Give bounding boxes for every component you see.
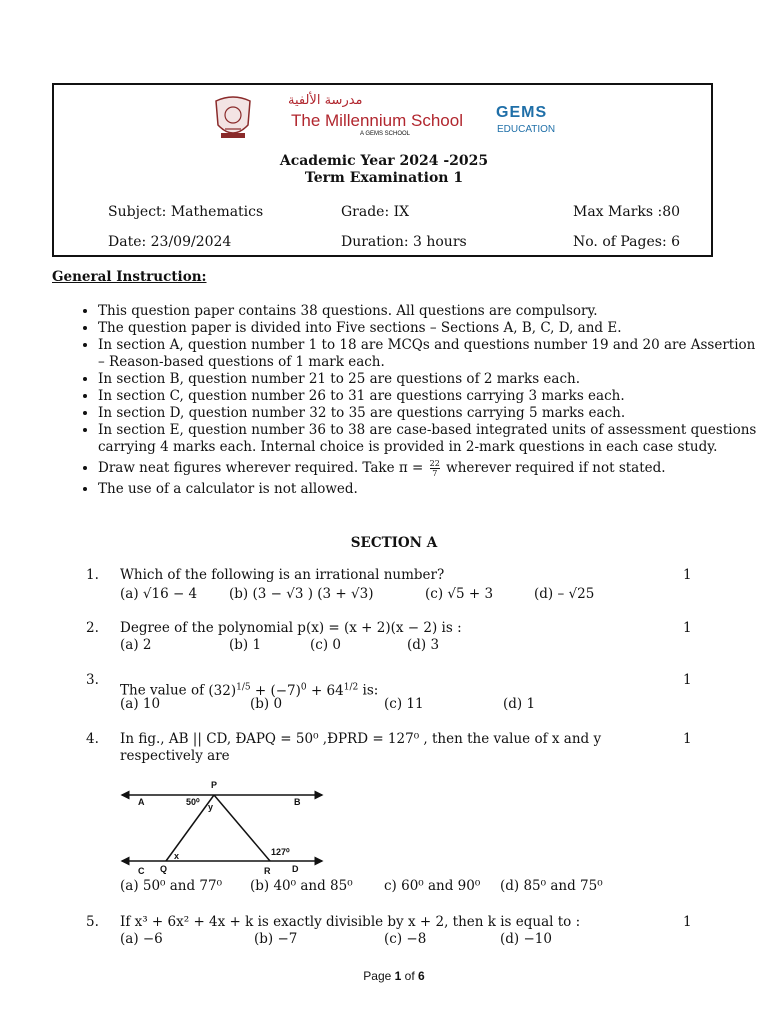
- question-text: In fig., AB || CD, ÐAPQ = 50⁰ ,ÐPRD = 127⁰ , then the value of x and y respectively are: [120, 731, 602, 764]
- option: (d) 3: [407, 637, 440, 653]
- label-c: C: [138, 866, 145, 876]
- option: (b) (3 − √3 ) (3 + √3): [229, 586, 374, 602]
- instruction-item: • In section D, question number 32 to 35 are questions carrying 5 marks each.: [98, 405, 758, 422]
- option: (d) 85⁰ and 75⁰: [500, 878, 603, 894]
- question-text-post: is:: [362, 682, 379, 699]
- question-number: 3.: [86, 672, 99, 688]
- question-marks: 1: [683, 620, 692, 636]
- instruction-item: • In section C, question number 26 to 31 are questions carrying 3 marks each.: [98, 388, 758, 405]
- question-marks: 1: [683, 731, 692, 747]
- instruction-item: • This question paper contains 38 questions. All questions are compulsory.: [98, 303, 758, 320]
- page-footer: [0, 969, 768, 983]
- footer-total: 6: [418, 969, 425, 983]
- instructions-list: [78, 303, 758, 498]
- math-expression: $(32)^{1/5} + (-7)^0 + 64^{1/2}$: [208, 682, 359, 699]
- option: (a) √16 − 4: [120, 586, 198, 602]
- label-r: R: [264, 866, 271, 876]
- page-count: No. of Pages: 6: [573, 234, 681, 250]
- grade: Grade: IX: [341, 204, 410, 220]
- label-angle-50: 50⁰: [186, 797, 200, 807]
- school-tagline: A GEMS SCHOOL: [360, 131, 411, 137]
- academic-year: Academic Year 2024 -2025: [279, 153, 489, 169]
- question-text: Which of the following is an irrational number?: [120, 567, 445, 583]
- duration: Duration: 3 hours: [341, 234, 467, 250]
- option: (b) 1: [229, 637, 262, 653]
- option: (d) – √25: [534, 586, 595, 602]
- subject: Subject: Mathematics: [108, 204, 264, 220]
- option: (c) −8: [384, 931, 427, 947]
- instruction-item: • In section E, question number 36 to 38 are case-based integrated units of assessment questions carrying 4 marks each. Internal choice is provided in 2-mark questions in each case study.: [98, 422, 758, 456]
- question-marks: 1: [683, 914, 692, 930]
- question-text-pre: The value of: [120, 682, 205, 699]
- option: (a) 2: [120, 637, 152, 653]
- question-marks: 1: [683, 567, 692, 583]
- instruction-item-pi: [98, 459, 758, 478]
- instruction-item: • In section A, question number 1 to 18 are MCQs and questions number 19 and 20 are Assertion – Reason-based questions of 1 mark each.: [98, 337, 758, 371]
- option: c) 60⁰ and 90⁰: [384, 878, 481, 894]
- option: (d) 1: [503, 696, 536, 712]
- gems-logo: GEMS: [496, 104, 548, 121]
- school-name-arabic: مدرسة الألفية: [288, 93, 363, 108]
- max-marks: Max Marks :80: [573, 204, 681, 220]
- pi-tail: wherever required if not stated.: [446, 460, 666, 476]
- question-marks: 1: [683, 672, 692, 688]
- option: (a) 50⁰ and 77⁰: [120, 878, 223, 894]
- school-name: The Millennium School: [291, 111, 463, 130]
- question-number: 1.: [86, 567, 99, 583]
- exam-title: Term Examination 1: [304, 170, 464, 186]
- parallel-lines-figure: [118, 778, 326, 878]
- option: (c) √5 + 3: [425, 586, 494, 602]
- instructions-title: General Instruction:: [52, 269, 207, 285]
- question-number: 4.: [86, 731, 99, 747]
- label-d: D: [292, 864, 299, 874]
- label-a: A: [138, 797, 145, 807]
- question-number: 5.: [86, 914, 99, 930]
- question-text: If x³ + 6x² + 4x + k is exactly divisible by x + 2, then k is equal to :: [120, 914, 581, 930]
- label-angle-127: 127⁰: [271, 847, 290, 857]
- label-q: Q: [160, 864, 168, 874]
- label-b: B: [294, 797, 301, 807]
- instruction-item: • The use of a calculator is not allowed.: [98, 481, 758, 498]
- option: (b) 40⁰ and 85⁰: [250, 878, 353, 894]
- footer-mid: of: [401, 969, 419, 983]
- line-pr: [214, 795, 270, 861]
- option: (a) 10: [120, 696, 161, 712]
- question-text: Degree of the polynomial p(x) = (x + 2)(x − 2) is :: [120, 620, 462, 636]
- option: (c) 11: [384, 696, 424, 712]
- instruction-item: • The question paper is divided into Five sections – Sections A, B, C, D, and E.: [98, 320, 758, 337]
- pi-text: Draw neat figures wherever required. Take π =: [98, 460, 424, 476]
- exam-date: Date: 23/09/2024: [108, 234, 232, 250]
- option: (d) −10: [500, 931, 552, 947]
- label-y: y: [208, 802, 214, 812]
- pi-numerator: 22: [429, 459, 440, 468]
- option: (a) −6: [120, 931, 163, 947]
- question-number: 2.: [86, 620, 99, 636]
- instruction-item: • In section B, question number 21 to 25 are questions of 2 marks each.: [98, 371, 758, 388]
- footer-page: 1: [394, 969, 402, 983]
- option: (b) 0: [250, 696, 283, 712]
- gems-education: EDUCATION: [497, 124, 556, 135]
- label-x: x: [174, 851, 180, 861]
- option: (c) 0: [310, 637, 341, 653]
- pi-denominator: 7: [432, 469, 438, 478]
- school-crest-icon: [212, 95, 254, 141]
- section-a-title: SECTION A: [350, 535, 438, 551]
- option: (b) −7: [254, 931, 298, 947]
- pi-fraction: [430, 459, 440, 478]
- label-p: P: [211, 780, 218, 790]
- footer-prefix: Page: [363, 969, 395, 983]
